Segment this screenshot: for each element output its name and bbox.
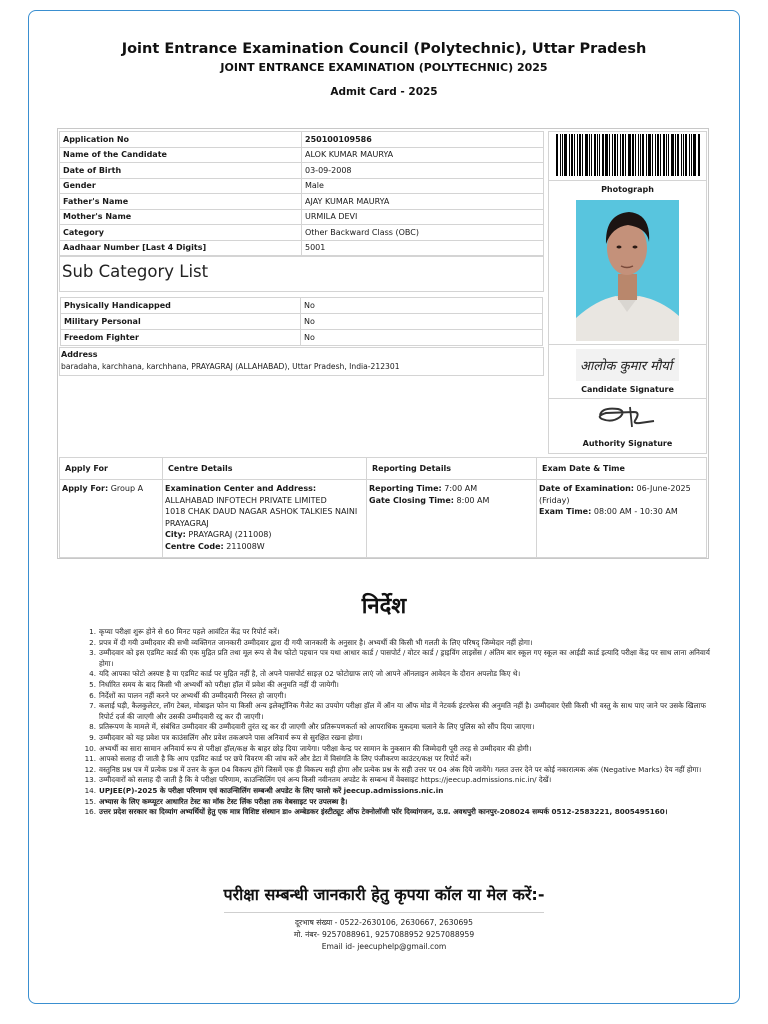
barcode-bar <box>622 134 624 176</box>
document-title: Admit Card - 2025 <box>330 86 438 98</box>
reporting-time-value: 7:00 AM <box>444 484 478 493</box>
barcode-bar <box>556 134 558 176</box>
instruction-text: प्रतिरूपण के मामले में, संबंधित उम्मीदवार की उम्मीदवारी तुरंत रद्द कर दी जाएगी और प्रतिरूपणकर्ता को आपराधिक मुकदमा चलाने के लिए पुलिस को सौंप दिया जाएगा। <box>99 722 535 732</box>
apply-for-cell <box>60 480 163 558</box>
reporting-time-label: Reporting Time: <box>369 484 442 493</box>
instruction-text: अभ्यास के लिए कम्प्यूटर आधारित टेस्ट का मॉक टेस्ट लिंक परीक्षा तक वेबसाइट पर उपलब्ध है। <box>99 796 348 806</box>
centre-name: ALLAHABAD INFOTECH PRIVATE LIMITED <box>165 495 327 505</box>
instruction-item <box>84 775 712 786</box>
instruction-number: 11. <box>84 754 96 764</box>
freedom-fighter-label: Freedom Fighter <box>61 330 301 346</box>
barcode-bar <box>663 134 665 176</box>
table-row <box>60 240 544 256</box>
category-label: Category <box>60 225 302 241</box>
barcode-bar <box>666 134 667 176</box>
centre-code-value: 211008W <box>226 541 265 551</box>
instruction-number: 6. <box>89 690 96 700</box>
svg-text:आलोक कुमार मौर्या: आलोक कुमार मौर्या <box>580 359 673 374</box>
instruction-item <box>84 754 712 765</box>
instruction-item <box>84 691 712 702</box>
instruction-item <box>84 744 712 755</box>
instructions-list <box>84 627 712 818</box>
exam-date-time-header: Exam Date & Time <box>537 458 707 480</box>
barcode-bar <box>698 134 700 176</box>
council-title: Joint Entrance Examination Council (Polytechnic), Uttar Pradesh <box>121 41 647 57</box>
instruction-number: 12. <box>84 764 96 774</box>
centre-address-line2: PRAYAGRAJ <box>165 518 209 528</box>
barcode-bar <box>605 134 608 176</box>
instruction-number: 7. <box>89 701 96 711</box>
exam-time-label: Exam Time: <box>539 507 592 516</box>
instructions-title: निर्देश <box>361 594 407 619</box>
instruction-number: 9. <box>89 732 96 742</box>
barcode-bar <box>620 134 621 176</box>
instruction-item <box>84 627 712 638</box>
address-value: baradaha, karchhana, karchhana, PRAYAGRAJ (ALLAHABAD), Uttar Pradesh, India-212301 <box>61 362 400 371</box>
barcode-bar <box>594 134 596 176</box>
instruction-number: 8. <box>89 722 96 732</box>
barcode-bar <box>677 134 679 176</box>
physically-handicapped-value: No <box>301 298 543 314</box>
instruction-number: 2. <box>89 637 96 647</box>
instruction-item <box>84 638 712 649</box>
instruction-item <box>84 733 712 744</box>
barcode-bar <box>609 134 610 176</box>
contact-phone: दूरभाष संख्या - 0522-2630106, 2630667, 2630695 <box>295 918 473 927</box>
instruction-number: 13. <box>84 775 96 785</box>
exam-date-time-cell <box>537 480 707 558</box>
contact-email: Email id- jeecuphelp@gmail.com <box>321 942 447 951</box>
city-label: City: <box>165 530 186 539</box>
military-personal-label: Military Personal <box>61 314 301 330</box>
centre-address-line1: 1018 CHAK DAUD NAGAR ASHOK TALKIES NAINI <box>165 507 358 516</box>
gender-value: Male <box>302 178 544 194</box>
city-value: PRAYAGRAJ (211008) <box>188 530 272 539</box>
table-row <box>61 330 543 346</box>
barcode-bar <box>577 134 578 176</box>
barcode-bar <box>597 134 598 176</box>
table-row <box>60 178 544 194</box>
apply-for-header: Apply For <box>60 458 163 480</box>
instruction-number: 5. <box>89 679 96 689</box>
dob-value: 03-09-2008 <box>302 163 544 179</box>
instruction-item <box>84 797 712 808</box>
candidate-signature-label: Candidate Signature <box>581 385 674 394</box>
barcode-bar <box>614 134 616 176</box>
instruction-text: वस्तुनिष्ठ प्रश्न पत्र में प्रत्येक प्रश्न में उत्तर के कुल 04 विकल्प होंगे जिसमें एक ही विकल्प सही होगा और प्रत्येक प्रश्न के सही उत्तर पर 04 अंक दिये जायेंगे। गलत उत्तर देने पर कोई नकारात्मक अंक (Negative Marks) देय नहीं होगा। <box>99 764 702 774</box>
barcode-bar <box>628 134 631 176</box>
contact-title: परीक्षा सम्बन्धी जानकारी हेतु कृपया कॉल या मेल करें:- <box>223 885 545 904</box>
barcode-bar <box>660 134 661 176</box>
photo-label: Photograph <box>601 185 654 194</box>
candidate-name-label: Name of the Candidate <box>60 147 302 163</box>
instruction-number: 10. <box>84 743 96 753</box>
barcode-bar <box>589 134 590 176</box>
instruction-item <box>84 669 712 680</box>
instruction-text: आपको सलाह दी जाती है कि आप एडमिट कार्ड पर छपे विवरण की जांच करें और डेटा में विसंगति के लिए पंजीकरण काउंटर/कक्ष पर रिपोर्ट करें। <box>99 754 472 764</box>
barcode-bar <box>599 134 600 176</box>
sub-category-table <box>60 297 543 346</box>
barcode <box>556 134 701 176</box>
gate-closing-label: Gate Closing Time: <box>369 495 454 505</box>
reporting-details-header: Reporting Details <box>367 458 537 480</box>
instruction-number: 4. <box>89 669 96 679</box>
instruction-text: निर्धारित समय के बाद किसी भी अभ्यर्थी को परीक्षा हॉल में प्रवेश की अनुमति नहीं दी जायेगी। <box>99 679 339 689</box>
barcode-bar <box>574 134 575 176</box>
table-row <box>60 132 544 148</box>
instruction-text: UPJEE(P)-2025 के परीक्षा परिणाम एवं काउन्सिलिंग सम्बन्धी अपडेट के लिए फालो करें jeecup.admissions.nic.in <box>99 785 444 795</box>
instruction-number: 15. <box>84 796 96 806</box>
instruction-item <box>84 786 712 797</box>
dob-label: Date of Birth <box>60 163 302 179</box>
centre-code-label: Centre Code: <box>165 541 224 551</box>
contact-mobile: मो. नंबर- 9257088961, 9257088952 9257088959 <box>293 930 475 939</box>
instruction-text: यदि आपका फोटो अस्पष्ट है या एडमिट कार्ड पर मुद्रित नहीं है, तो अपने पासपोर्ट साइज़ 02 फोटोग्राफ लाएं जो आपने ऑनलाइन आवेदन के दौरान अपलोड किए थे। <box>99 669 521 679</box>
mother-name-value: URMILA DEVI <box>302 209 544 225</box>
instruction-item <box>84 765 712 776</box>
barcode-bar <box>638 134 639 176</box>
exam-time-value: 08:00 AM - 10:30 AM <box>593 507 678 516</box>
barcode-bar <box>562 134 563 176</box>
barcode-bar <box>668 134 669 176</box>
apply-for-value: Group A <box>110 484 144 493</box>
exam-title: JOINT ENTRANCE EXAMINATION (POLYTECHNIC) 2025 <box>220 61 548 74</box>
instruction-item <box>84 648 712 669</box>
divider <box>548 344 707 345</box>
instruction-text: उम्मीदवारों को सलाह दी जाती है कि वे परीक्षा परिणाम, काउन्सिलिंग एवं अन्य किसी नवीनतम अपडेट के सम्बन्ध में वेबसाइट https://jeecup.admissions.nic.in/ देखें। <box>99 775 552 785</box>
barcode-bar <box>602 134 604 176</box>
barcode-bar <box>652 134 653 176</box>
barcode-bar <box>582 134 583 176</box>
barcode-bar <box>657 134 659 176</box>
table-row <box>60 163 544 179</box>
barcode-bar <box>648 134 651 176</box>
exam-details-table <box>59 457 707 558</box>
table-row <box>60 194 544 210</box>
candidate-name-value: ALOK KUMAR MAURYA <box>302 147 544 163</box>
exam-day-value: (Friday) <box>539 495 570 505</box>
table-header-row <box>60 458 707 480</box>
table-row <box>60 209 544 225</box>
aadhaar-value: 5001 <box>302 240 544 256</box>
barcode-bar <box>591 134 592 176</box>
barcode-bar <box>635 134 636 176</box>
instruction-number: 3. <box>89 648 96 658</box>
sub-category-title: Sub Category List <box>62 262 209 281</box>
barcode-bar <box>691 134 692 176</box>
barcode-bar <box>640 134 641 176</box>
application-no-label: Application No <box>60 132 302 148</box>
centre-details-cell <box>163 480 367 558</box>
instruction-text: कलाई घड़ी, कैलकुलेटर, लॉग टेबल, मोबाइल फोन या किसी अन्य इलेक्ट्रॉनिक गैजेट का उपयोग परीक्षा हॉल में ऑन या ऑफ मोड में नेटवर्क इंटरफेस की अनुमति नहीं है। उम्मीदवार ऐसी किसी भी वस्तु के साथ पाए जाने पर उसके खिलाफ रिपोर्ट दर्ज की जाएगी और उसकी उम्मीदवारी रद्द कर दी जाएगी। <box>99 701 706 721</box>
instruction-text: उत्तर प्रदेश सरकार का दिव्यांग अभ्यर्थियों हेतु एक मात्र विशिष्ट संस्थान डा० अम्बेडकर इंस्टीट्यूट ऑफ टेक्नोलॉजी फॉर दिव्यांगजन, उ.प्र. अवधपुरी कानपुर-208024 सम्पर्क 0512-2583221, 8005495160। <box>99 807 668 817</box>
instruction-item <box>84 701 712 722</box>
barcode-bar <box>646 134 647 176</box>
barcode-bar <box>675 134 676 176</box>
barcode-bar <box>685 134 687 176</box>
table-row <box>61 314 543 330</box>
table-row <box>61 298 543 314</box>
instruction-text: प्रपत्र में दी गयी उम्मीदवार की सभी व्यक्तिगत जानकारी उम्मीदवार द्वारा दी गयी जानकारी के अनुसार है। अभ्यर्थी की किसी भी गलती के लिए परिषद् जिम्मेदार नहीं होगा। <box>99 637 533 647</box>
freedom-fighter-value: No <box>301 330 543 346</box>
gender-label: Gender <box>60 178 302 194</box>
table-row <box>60 147 544 163</box>
candidate-photo <box>576 200 679 341</box>
instruction-text: कृप्या परीक्षा शुरू होने से 60 मिनट पहले आवंटित केंद्र पर रिपोर्ट करें। <box>99 627 280 636</box>
barcode-bar <box>625 134 626 176</box>
mother-name-label: Mother's Name <box>60 209 302 225</box>
instruction-text: निर्देशों का पालन नहीं करने पर अभ्यर्थी की उम्मीदवारी निरस्त हो जाएगी। <box>99 690 287 700</box>
instruction-number: 1. <box>89 627 96 636</box>
barcode-bar <box>689 134 690 176</box>
table-row <box>60 480 707 558</box>
physically-handicapped-label: Physically Handicapped <box>61 298 301 314</box>
aadhaar-label: Aadhaar Number [Last 4 Digits] <box>60 240 302 256</box>
instruction-item <box>84 807 712 818</box>
instruction-text: अभ्यर्थी का सारा सामान अनिवार्य रूप से परीक्षा हॉल/कक्ष के बाहर छोड़ दिया जायेगा। परीक्षा केन्द्र पर सामान के नुकसान की जिम्मेदारी पूरी तरह से उम्मीदवार की होगी। <box>99 743 532 753</box>
military-personal-value: No <box>301 314 543 330</box>
authority-signature <box>590 403 660 431</box>
divider <box>224 912 544 913</box>
barcode-bar <box>683 134 684 176</box>
reporting-details-cell <box>367 480 537 558</box>
barcode-bar <box>564 134 567 176</box>
authority-signature-label: Authority Signature <box>582 439 673 448</box>
father-name-value: AJAY KUMAR MAURYA <box>302 194 544 210</box>
instruction-item <box>84 722 712 733</box>
centre-label: Examination Center and Address: <box>165 484 317 493</box>
barcode-bar <box>681 134 682 176</box>
centre-details-header: Centre Details <box>163 458 367 480</box>
application-no-value: 250100109586 <box>302 132 544 148</box>
category-value: Other Backward Class (OBC) <box>302 225 544 241</box>
barcode-bar <box>671 134 674 176</box>
apply-for-label: Apply For: <box>62 484 109 493</box>
barcode-bar <box>571 134 573 176</box>
barcode-bar <box>612 134 613 176</box>
instruction-text: उम्मीदवार को यह प्रवेश पत्र काउंसलिंग और प्रवेश तकअपने पास अनिवार्य रूप से सुरक्षित रखना होगा। <box>99 732 363 742</box>
instruction-number: 16. <box>84 807 96 817</box>
divider <box>548 180 707 181</box>
address-label: Address <box>61 350 98 359</box>
instruction-number: 14. <box>84 785 96 795</box>
exam-date-label: Date of Examination: <box>539 484 634 493</box>
barcode-bar <box>632 134 634 176</box>
gate-closing-value: 8:00 AM <box>456 495 490 505</box>
barcode-bar <box>560 134 561 176</box>
exam-date-value: 06-June-2025 <box>636 484 691 493</box>
barcode-bar <box>569 134 570 176</box>
barcode-bar <box>617 134 618 176</box>
barcode-bar <box>579 134 581 176</box>
barcode-bar <box>585 134 588 176</box>
barcode-bar <box>655 134 656 176</box>
barcode-bar <box>693 134 696 176</box>
instruction-text: उम्मीदवार को इस एडमिट कार्ड की एक मुद्रित प्रति तथा मूल रूप से वैध फोटो पहचान पत्र यथा आधार कार्ड / पासपोर्ट / वोटर कार्ड / ड्राइविंग लाइसेंस / अंतिम बार स्कूल गए स्कूल का आईडी कार्ड इत्यादि परीक्षा केंद्र पर साथ लाना अनिवार्य होगा। <box>99 648 710 668</box>
table-row <box>60 225 544 241</box>
candidate-details-table <box>59 131 544 256</box>
divider <box>548 398 707 399</box>
instruction-item <box>84 680 712 691</box>
barcode-bar <box>642 134 644 176</box>
father-name-label: Father's Name <box>60 194 302 210</box>
candidate-signature <box>576 349 679 381</box>
